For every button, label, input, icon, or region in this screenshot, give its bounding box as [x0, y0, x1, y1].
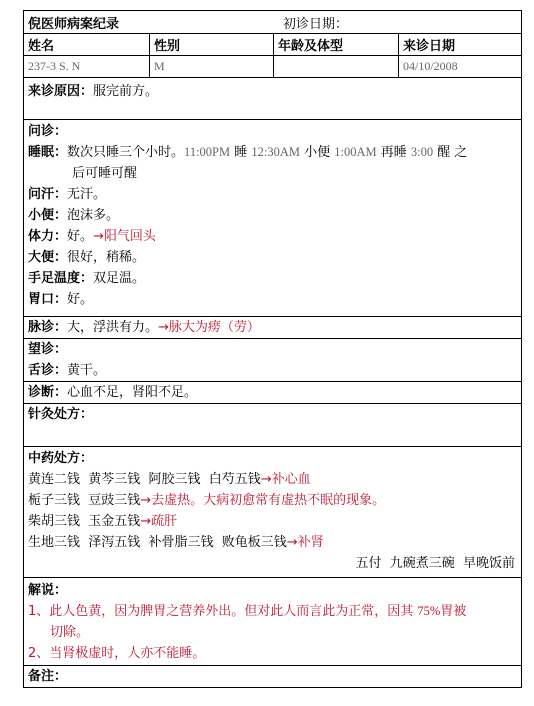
- temperature-label: 手足温度：: [28, 271, 94, 286]
- herbal-line-3: [28, 511, 517, 532]
- herbal-line-2: [28, 490, 517, 511]
- temperature-line: [28, 268, 517, 289]
- herbal-section: [23, 447, 522, 578]
- herbal-line-4-note: →补肾: [286, 535, 324, 550]
- appetite-text: 好。: [67, 292, 94, 307]
- tongue-label: 舌诊：: [28, 363, 68, 378]
- record-header: [23, 10, 522, 34]
- appetite-label: 胃口：: [28, 292, 68, 307]
- herbal-line-3-herbs: 柴胡三钱 玉金五钱: [28, 514, 141, 529]
- observation-label: 望诊：: [28, 342, 68, 357]
- sweat-text: 无汗。: [67, 187, 107, 202]
- explanation-item-1-text: 1、此人色黄，因为脾胃之营养外出。但对此人而言此为正常，因其: [28, 604, 418, 619]
- stool-text: 很好，稍稀。: [67, 250, 146, 265]
- explanation-item-1: [28, 601, 517, 622]
- tongue-line: [28, 360, 517, 381]
- energy-line: [28, 226, 517, 247]
- sleep-event-3: 再睡: [376, 145, 411, 160]
- herbal-line-3-note: →疏肝: [140, 514, 178, 529]
- sweat-line: [28, 184, 517, 205]
- herbal-line-2-note-extra: 大病初愈常有虚热不眠的现象。: [203, 493, 386, 508]
- inquiry-section: [23, 120, 522, 317]
- herbal-line-2-herbs: 栀子三钱 豆豉三钱: [28, 493, 141, 508]
- patient-table-values: [23, 56, 522, 78]
- header-age-build: 年龄及体型: [274, 34, 399, 55]
- explanation-item-1-cont: 切除。: [50, 625, 90, 640]
- urine-line: [28, 205, 517, 226]
- sleep-event-2: 小便: [300, 145, 335, 160]
- sleep-line: [28, 142, 517, 163]
- pulse-text: 大，浮洪有力。: [67, 320, 159, 335]
- diagnosis-text: 心血不足，肾阳不足。: [67, 385, 198, 400]
- explanation-item-1-text-end: 胃被: [440, 604, 467, 619]
- explanation-label: 解说：: [28, 583, 68, 598]
- sleep-event-1: 睡: [230, 145, 252, 160]
- diagnosis-label: 诊断：: [28, 385, 68, 400]
- sleep-event-4: 醒 之: [433, 145, 468, 160]
- herbal-line-4-herbs: 生地三钱 泽泻五钱 补骨脂三钱 败龟板三钱: [28, 535, 287, 550]
- sleep-time-1: 11:00PM: [184, 145, 231, 159]
- explanation-item-2: 2、当肾极虚时，人亦不能睡。: [28, 646, 206, 661]
- herbal-line-4: [28, 532, 517, 553]
- sleep-line-cont: 后可睡可醒: [72, 166, 138, 181]
- inquiry-label: 问诊：: [28, 124, 68, 139]
- tongue-text: 黄干。: [67, 363, 107, 378]
- sleep-text: 数次只睡三个小时。: [67, 145, 185, 160]
- urine-text: 泡沫多。: [67, 208, 120, 223]
- herbal-line-1-herbs: 黄连二钱 黄芩三钱 阿胶三钱 白芍五钱: [28, 472, 261, 487]
- sleep-time-3: 1:00AM: [334, 145, 377, 159]
- herbal-label: 中药处方：: [28, 451, 94, 466]
- energy-label: 体力：: [28, 229, 68, 244]
- pulse-note: →脉大为痨（劳）: [158, 320, 260, 335]
- stool-line: [28, 247, 517, 268]
- reason-section: [23, 78, 522, 120]
- sleep-time-2: 12:30AM: [251, 145, 300, 159]
- header-visit-date: 来诊日期: [403, 39, 456, 54]
- energy-text: 好。: [67, 229, 94, 244]
- herbal-line-1-note: →补心血: [260, 472, 311, 487]
- reason-label: 来诊原因：: [28, 84, 94, 99]
- reason-text: 服完前方。: [93, 84, 159, 99]
- urine-label: 小便：: [28, 208, 68, 223]
- value-sex: M: [150, 56, 274, 77]
- sweat-label: 问汗：: [28, 187, 68, 202]
- herbal-line-2-note: →去虚热。: [140, 493, 204, 508]
- diagnosis-section: [23, 382, 522, 404]
- appetite-line: [28, 289, 517, 310]
- sleep-label: 睡眠：: [28, 145, 68, 160]
- header-sex: 性别: [150, 34, 274, 55]
- notes-section: [23, 666, 522, 688]
- record-title: 倪医师病案纪录: [28, 16, 120, 32]
- explanation-item-1-percent: 75%: [417, 604, 441, 618]
- temperature-text: 双足温。: [93, 271, 146, 286]
- stool-label: 大便：: [28, 250, 68, 265]
- herbal-line-1: [28, 469, 517, 490]
- value-visit-date: 04/10/2008: [403, 59, 458, 73]
- value-age-build: [274, 56, 399, 77]
- observation-section: [23, 339, 522, 382]
- pulse-section: [23, 317, 522, 339]
- pulse-label: 脉诊：: [28, 320, 68, 335]
- acupuncture-section: [23, 404, 522, 447]
- energy-note: →阳气回头: [93, 229, 156, 244]
- first-visit-date-label: 初诊日期：: [283, 16, 349, 32]
- header-name: 姓名: [24, 34, 150, 55]
- explanation-section: [23, 578, 522, 666]
- acupuncture-label: 针灸处方：: [28, 407, 94, 422]
- patient-table-header: [23, 34, 522, 56]
- dosage-instructions: 五付 九碗煮三碗 早晚饭前: [355, 556, 515, 571]
- sleep-time-4: 3:00: [410, 145, 434, 159]
- value-name: 237-3 S. N: [24, 56, 150, 77]
- medical-record: [23, 10, 522, 688]
- notes-label: 备注：: [28, 669, 68, 684]
